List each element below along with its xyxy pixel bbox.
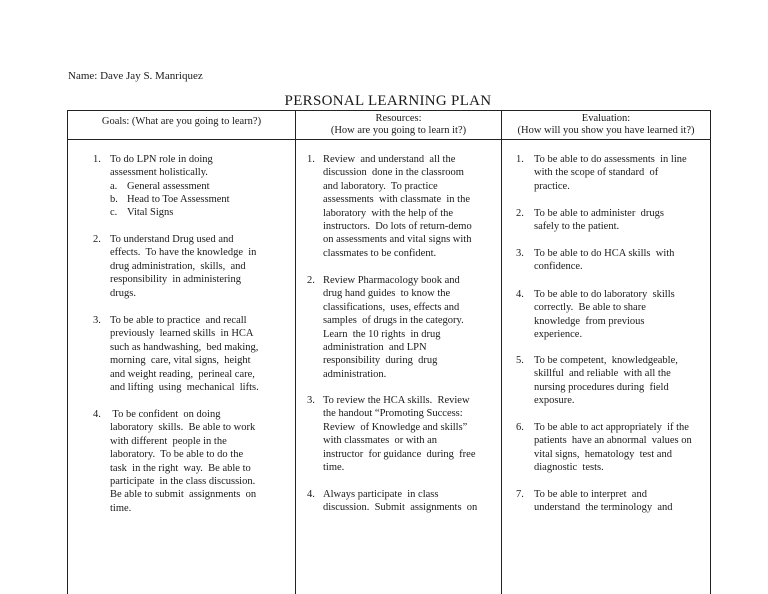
page-title: PERSONAL LEARNING PLAN — [284, 93, 492, 109]
goals-header: Goals: (What are you going to learn?) — [68, 111, 295, 140]
resources-column: Resources: (How are you going to learn it?) 1. Review and understand all the discussion done in the classroom and laboratory. To practice assessments with classmate in the laboratory with the help of the instructors. Do lots of return-demo on assessments and vital signs with classmates to be confident. 2. Review Pharmacology book and drug hand guides to know the classifications, uses, effects and samples of drugs in the category. Learn the 10 rights in drug administration and LPN responsibility during drug administration. 3. To review the HCA skills. Review the handout “Promoting Success: Review of Knowledge and skills” with classmates or with an instructor for guidance during free time. 4. Always participate in class discussion. Submit assignments on — [296, 111, 502, 594]
resources-header: Resources: (How are you going to learn it?) — [296, 111, 501, 140]
evaluation-header: Evaluation: (How will you show you have learned it?) — [502, 111, 710, 140]
student-name: Name: Dave Jay S. Manriquez — [68, 70, 203, 82]
goals-column: Goals: (What are you going to learn?) 1. To do LPN role in doing assessment holistically. a. General assessment b. Head to Toe Assessment c. Vital Signs 2. To understand Drug used and effects. To have the knowledge in drug administration, skills, and responsibility in administering drugs. 3. To be able to practice and recall previously learned skills in HCA such as handwashing, bed making, morning care, vital signs, height and weight reading, perineal care, and lifting using mechanical lifts. 4. To be confident on doing laboratory skills. Be able to work with different people in the laboratory. To be able to do the task in the right way. Be able to participate in the class discussion. Be able to submit assignments on time. — [68, 111, 296, 594]
evaluation-column: Evaluation: (How will you show you have learned it?) 1. To be able to do assessments in line with the scope of standard of practice. 2. To be able to administer drugs safely to the patient. 3. To be able to do HCA skills with confidence. 4. To be able to do laboratory skills correctly. Be able to share knowledge from previous experience. 5. To be competent, knowledgeable, skillful and reliable with all the nursing procedures during field exposure. 6. To be able to act appropriately if the patients have an abnormal values on vital signs, hematology test and diagnostic tests. 7. To be able to interpret and understand the terminology and — [502, 111, 710, 594]
learning-plan-table — [67, 110, 711, 594]
